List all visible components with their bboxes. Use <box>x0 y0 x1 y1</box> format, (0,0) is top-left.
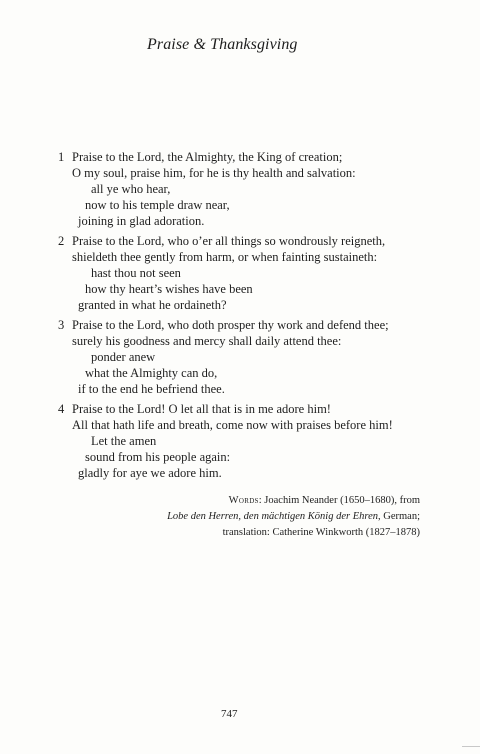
stanza-line: Let the amen <box>91 434 157 448</box>
original-title: Lobe den Herren, den mächtigen König der Ehren <box>167 511 378 522</box>
stanza-line: how thy heart’s wishes have been <box>85 282 253 296</box>
stanza-number: 3 <box>58 318 65 332</box>
stanza-line: granted in what he ordaineth? <box>78 298 227 312</box>
stanza-line: Praise to the Lord! O let all that is in me adore him! <box>72 402 331 416</box>
stanza-line: all ye who hear, <box>91 182 171 196</box>
stanza-line: what the Almighty can do, <box>85 366 218 380</box>
stanza-line: gladly for aye we adore him. <box>78 466 222 480</box>
credits-translation-line: translation: Catherine Winkworth (1827–1878) <box>222 527 420 538</box>
words-author: : Joachim Neander (1650–1680), from <box>258 495 420 506</box>
stanza-line: now to his temple draw near, <box>85 198 230 212</box>
page-edge-line <box>462 746 480 747</box>
stanza-number: 1 <box>58 150 65 164</box>
credits-words-line <box>167 493 420 509</box>
stanza-line: O my soul, praise him, for he is thy health and salvation: <box>72 166 356 180</box>
stanza-line: Praise to the Lord, who o’er all things so wondrously reigneth, <box>72 234 386 248</box>
credits-source-line <box>167 509 420 525</box>
stanza-line: sound from his people again: <box>85 450 231 464</box>
stanza-line: hast thou not seen <box>91 266 181 280</box>
hymn-credits <box>167 493 420 541</box>
stanza-line: shieldeth thee gently from harm, or when fainting sustaineth: <box>72 250 378 264</box>
stanza-line: joining in glad adoration. <box>78 214 205 228</box>
words-label: Words <box>228 495 259 506</box>
stanza-line: All that hath life and breath, come now with praises before him! <box>72 418 393 432</box>
stanza-number: 2 <box>58 234 65 248</box>
section-title: Praise & Thanksgiving <box>147 36 298 53</box>
stanza-line: surely his goodness and mercy shall daily attend thee: <box>72 334 342 348</box>
stanza-line: Praise to the Lord, the Almighty, the King of creation; <box>72 150 343 164</box>
stanza-line: ponder anew <box>91 350 156 364</box>
page-number: 747 <box>221 708 238 720</box>
stanza-line: if to the end he befriend thee. <box>78 382 225 396</box>
stanza-number: 4 <box>58 402 65 416</box>
stanza-line: Praise to the Lord, who doth prosper thy work and defend thee; <box>72 318 389 332</box>
original-language: , German; <box>378 511 420 522</box>
